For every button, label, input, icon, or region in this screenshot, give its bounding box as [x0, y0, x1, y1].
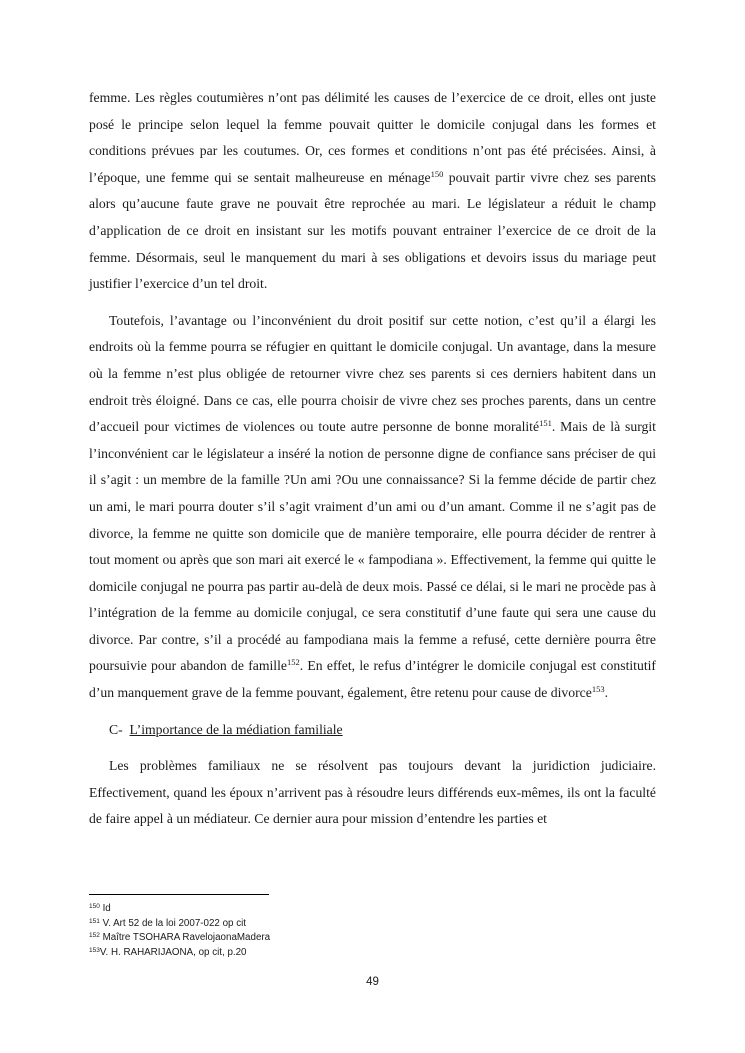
footnote-text: Maître TSOHARA RavelojaonaMadera	[99, 932, 271, 944]
footnote-number: 153	[89, 946, 100, 954]
footnote-150	[89, 902, 649, 917]
section-heading	[89, 717, 656, 744]
footnote-text: V. Art 52 de la loi 2007-022 op cit	[99, 917, 247, 929]
paragraph-3: Les problèmes familiaux ne se résolvent pas toujours devant la juridiction judiciaire. Effectivement, quand les époux n’arrivent pas à résoudre leurs différends eux-mêmes, ils ont la faculté de faire appel à un médiateur. Ce dernier aura pour mission d’entendre les parties et	[89, 758, 656, 827]
paragraph-2	[89, 308, 656, 707]
page-number: 49	[366, 976, 379, 988]
paragraph-1	[89, 85, 656, 298]
footnote-ref-153[interactable]: 153	[591, 684, 605, 695]
footnote-number: 151	[89, 917, 100, 925]
paragraph-2-part-a: Toutefois, l’avantage ou l’inconvénient du droit positif sur cette notion, c’est qu’il a élargi les endroits où la femme pourra se réfugier en quittant le domicile conjugal. Un avantage, dans la mesure où la femme n’est plus obligée de retourner vivre chez ses parents si ces derniers habitent dans un endroit très éloigné. Dans ce cas, elle pourra choisir de vivre chez ses proches parents, dans un centre d’accueil pour victimes de violences ou toute autre personne de bonne moralité	[89, 312, 656, 435]
footnote-153	[89, 946, 649, 961]
paragraph-2-part-d: .	[604, 685, 608, 701]
footnote-ref-150[interactable]: 150	[430, 168, 444, 179]
footnote-text: V. H. RAHARIJAONA, op cit, p.20	[99, 946, 247, 958]
footnote-152	[89, 931, 649, 946]
footnote-ref-151[interactable]: 151	[539, 418, 552, 429]
footnote-text: Id	[99, 903, 111, 914]
footnote-ref-152[interactable]: 152	[286, 657, 300, 668]
footnote-151	[89, 917, 649, 932]
body-text	[89, 85, 656, 833]
paragraph-1-part-a: femme. Les règles coutumières n’ont pas délimité les causes de l’exercice de ce droit, elles ont juste posé le principe selon lequel la femme pouvait quitter le domicile conjugal dans les formes et conditions prévues par les coutumes. Or, ces formes et conditions n’ont pas été précisées. Ainsi, à l’époque, une femme qui se sentait malheureuse en ménage	[89, 90, 656, 185]
paragraph-2-part-c: . En effet, le refus d’intégrer le domicile conjugal est constitutif d’un manquement grave de la femme pouvant, également, être retenu pour cause de divorce	[89, 658, 656, 701]
section-heading-prefix: C-	[109, 721, 130, 737]
paragraph-2-part-b: . Mais de là surgit l’inconvénient car le législateur a inséré la notion de personne digne de confiance sans préciser de qui il s’agit : un membre de la famille ?Un ami ?Ou une connaissance? Si la femme décide de partir chez un ami, le mari pourra douter s’il s’agit vraiment d’un ami ou d’un amant. Comme il ne s’agit pas de divorce, la femme ne quitte son domicile que de manière temporaire, elle pourra décider de rentrer à tout moment ou après que son mari ait exercé le « fampodiana ». Effectivement, la femme qui quitte le domicile conjugal ne pourra pas partir au-delà de deux mois. Passé ce délai, si le mari ne procède pas à l’intégration de la femme au domicile conjugal, ce sera constitutif d’une faute qui sera une cause du divorce. Par contre, s’il a procédé au fampodiana mais la femme a refusé, cette dernière pourra être poursuivie pour abandon de famille	[89, 419, 656, 674]
footnotes	[89, 902, 649, 960]
footnote-number: 150	[89, 903, 100, 910]
footnote-number: 152	[89, 932, 100, 940]
footnote-separator	[89, 894, 269, 895]
paragraph-1-part-b: pouvait partir vivre chez ses parents alors qu’aucune faute grave ne pouvait être reprochée au mari. Le législateur a réduit le champ d’application de ce droit en insistant sur les motifs pouvant entrainer l’exercice de ce droit de la femme. Désormais, seul le manquement du mari à ses obligations et devoirs issus du mariage peut justifier l’exercice d’un tel droit.	[89, 169, 656, 292]
section-heading-title: L’importance de la médiation familiale	[129, 721, 343, 737]
